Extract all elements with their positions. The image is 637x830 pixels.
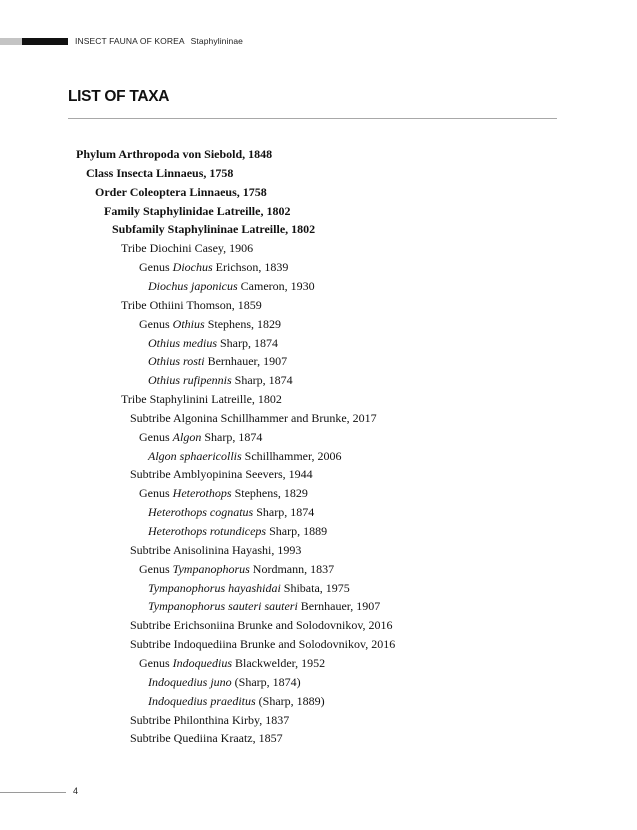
- taxon-rank: Genus: [139, 562, 173, 576]
- taxon-authority: Diochini Casey, 1906: [149, 241, 254, 255]
- taxon-entry: [139, 562, 334, 576]
- footer-rule: [0, 792, 66, 793]
- taxon-entry: [130, 618, 393, 632]
- taxon-rank: Subtribe: [130, 637, 174, 651]
- taxon-authority: Stephens, 1829: [204, 317, 282, 331]
- taxon-entry: [130, 411, 377, 425]
- running-header-book-title: INSECT FAUNA OF KOREA: [75, 36, 185, 46]
- taxon-scientific-name: Othius: [172, 317, 205, 331]
- taxon-entry: [148, 694, 325, 708]
- taxon-scientific-name: Othius rosti: [148, 354, 205, 368]
- taxon-rank: Genus: [139, 317, 173, 331]
- taxon-scientific-name: Indoquedius juno: [148, 675, 232, 689]
- taxon-entry: [148, 675, 301, 689]
- taxon-scientific-name: Algon: [172, 430, 202, 444]
- taxon-scientific-name: Heterothops: [172, 486, 232, 500]
- taxon-authority: (Sharp, 1889): [255, 694, 325, 708]
- taxon-authority: Schillhammer, 2006: [241, 449, 342, 463]
- taxon-entry: [130, 467, 313, 481]
- taxon-rank: Tribe: [121, 298, 150, 312]
- taxon-entry: [121, 392, 282, 406]
- taxon-scientific-name: Heterothops rotundiceps: [148, 524, 267, 538]
- taxon-rank: Genus: [139, 486, 173, 500]
- taxon-authority: Sharp, 1874: [217, 336, 278, 350]
- taxon-authority: Blackwelder, 1952: [232, 656, 326, 670]
- taxon-entry: [139, 656, 325, 670]
- taxon-rank: Subtribe: [130, 411, 174, 425]
- taxon-rank: Subtribe: [130, 543, 174, 557]
- taxon-scientific-name: Diochus japonicus: [148, 279, 238, 293]
- page-number: 4: [73, 786, 79, 796]
- taxon-entry: [95, 185, 267, 199]
- taxon-authority: Cameron, 1930: [237, 279, 315, 293]
- taxon-entry: [148, 279, 315, 293]
- taxon-authority: Erichson, 1839: [212, 260, 289, 274]
- taxon-entry: [121, 298, 262, 312]
- taxon-authority: Bernhauer, 1907: [297, 599, 381, 613]
- taxon-entry: [148, 505, 314, 519]
- taxon-authority: Anisolinina Hayashi, 1993: [173, 543, 302, 557]
- taxon-entry: [130, 543, 301, 557]
- taxon-entry: [130, 731, 283, 745]
- taxon-authority: Class Insecta Linnaeus, 1758: [86, 166, 234, 180]
- taxon-authority: Phylum Arthropoda von Siebold, 1848: [76, 147, 273, 161]
- taxon-entry: [130, 713, 289, 727]
- taxon-scientific-name: Tympanophorus hayashidai: [148, 581, 281, 595]
- taxon-scientific-name: Othius rufipennis: [148, 373, 232, 387]
- taxon-scientific-name: Indoquedius praeditus: [148, 694, 256, 708]
- taxon-entry: [104, 204, 290, 218]
- taxon-authority: Staphylinini Latreille, 1802: [149, 392, 282, 406]
- taxon-entry: [148, 581, 350, 595]
- taxon-entry: [112, 222, 315, 236]
- taxon-rank: Genus: [139, 430, 173, 444]
- running-header-subtitle: Staphylininae: [190, 36, 243, 46]
- taxon-entry: [76, 147, 272, 161]
- taxon-scientific-name: Tympanophorus: [172, 562, 250, 576]
- taxon-entry: [148, 373, 293, 387]
- taxon-entry: [139, 317, 281, 331]
- taxon-authority: Erichsoniina Brunke and Solodovnikov, 2016: [173, 618, 393, 632]
- taxon-authority: Subfamily Staphylininae Latreille, 1802: [112, 222, 316, 236]
- taxon-authority: Indoquediina Brunke and Solodovnikov, 2016: [173, 637, 396, 651]
- taxon-entry: [139, 260, 288, 274]
- taxon-authority: (Sharp, 1874): [231, 675, 301, 689]
- taxon-entry: [148, 599, 380, 613]
- taxon-rank: Subtribe: [130, 713, 174, 727]
- taxon-authority: Philonthina Kirby, 1837: [173, 713, 290, 727]
- taxon-entry: [148, 336, 278, 350]
- taxon-rank: Subtribe: [130, 618, 174, 632]
- taxon-authority: Sharp, 1889: [266, 524, 328, 538]
- taxon-authority: Stephens, 1829: [231, 486, 308, 500]
- taxon-authority: Family Staphylinidae Latreille, 1802: [104, 204, 291, 218]
- taxon-entry: [86, 166, 233, 180]
- header-black-bar: [22, 38, 68, 45]
- taxon-scientific-name: Heterothops cognatus: [148, 505, 254, 519]
- taxon-entry: [148, 524, 327, 538]
- section-title: LIST OF TAXA: [68, 88, 170, 105]
- taxon-entry: [148, 449, 342, 463]
- taxon-entry: [148, 354, 287, 368]
- taxon-rank: Subtribe: [130, 467, 174, 481]
- taxon-authority: Order Coleoptera Linnaeus, 1758: [95, 185, 267, 199]
- taxon-scientific-name: Algon sphaericollis: [148, 449, 242, 463]
- running-header: [75, 36, 243, 46]
- taxon-entry: [139, 430, 262, 444]
- taxon-authority: Algonina Schillhammer and Brunke, 2017: [173, 411, 377, 425]
- taxon-entry: [139, 486, 308, 500]
- taxon-entry: [130, 637, 395, 651]
- taxon-rank: Tribe: [121, 392, 150, 406]
- taxon-authority: Amblyopinina Seevers, 1944: [173, 467, 313, 481]
- taxon-scientific-name: Tympanophorus sauteri sauteri: [148, 599, 298, 613]
- taxon-scientific-name: Othius medius: [148, 336, 217, 350]
- taxon-rank: Genus: [139, 656, 173, 670]
- taxon-authority: Othiini Thomson, 1859: [149, 298, 262, 312]
- taxon-scientific-name: Diochus: [172, 260, 213, 274]
- title-divider: [68, 118, 557, 119]
- taxon-authority: Sharp, 1874: [231, 373, 293, 387]
- header-gray-bar: [0, 38, 22, 45]
- taxon-authority: Sharp, 1874: [253, 505, 315, 519]
- taxon-scientific-name: Indoquedius: [172, 656, 232, 670]
- taxon-rank: Tribe: [121, 241, 150, 255]
- taxon-authority: Quediina Kraatz, 1857: [173, 731, 283, 745]
- taxon-authority: Shibata, 1975: [280, 581, 350, 595]
- taxon-rank: Genus: [139, 260, 173, 274]
- taxon-authority: Nordmann, 1837: [249, 562, 335, 576]
- taxon-entry: [121, 241, 253, 255]
- taxon-authority: Sharp, 1874: [201, 430, 263, 444]
- taxon-authority: Bernhauer, 1907: [204, 354, 288, 368]
- taxon-rank: Subtribe: [130, 731, 174, 745]
